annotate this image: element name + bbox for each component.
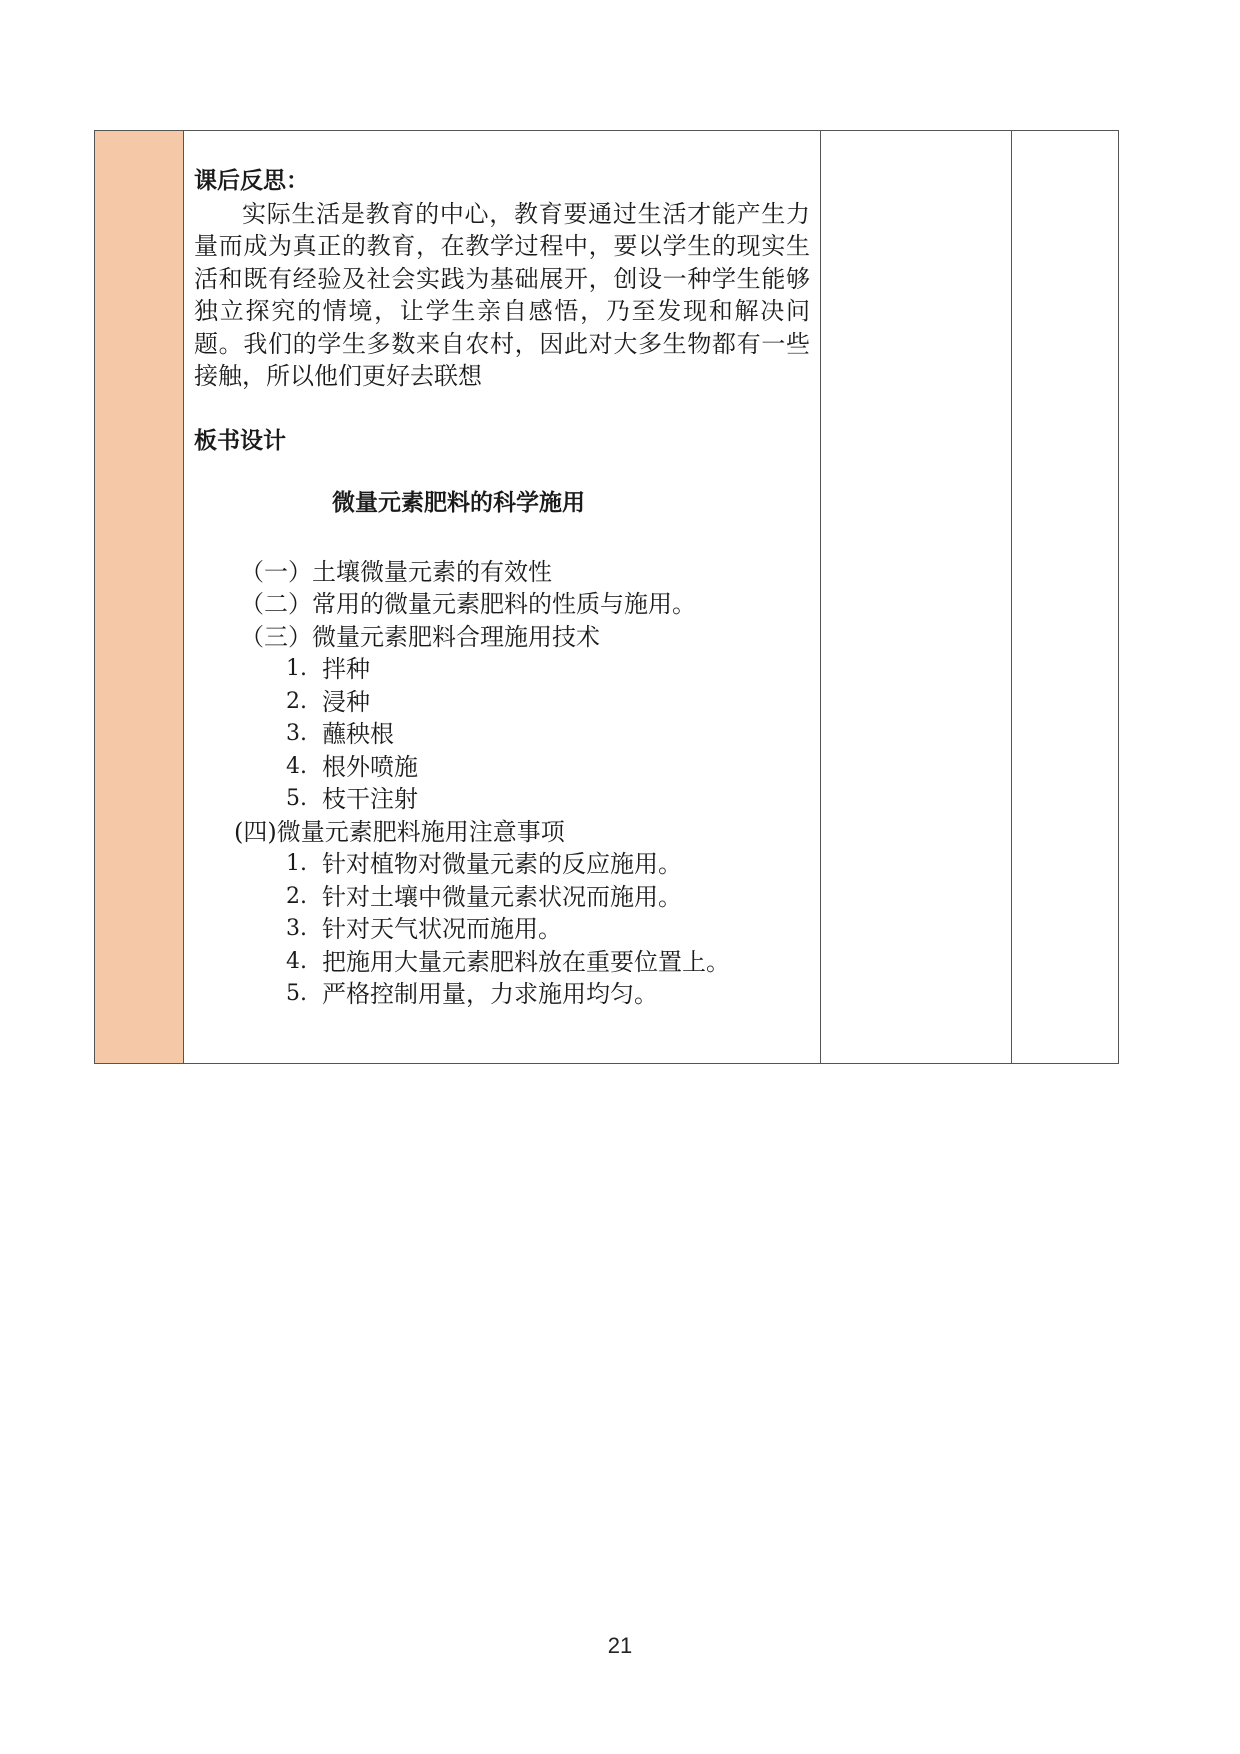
list-item-number: 4. bbox=[286, 753, 307, 779]
empty-column bbox=[821, 131, 1012, 1064]
page-number: 21 bbox=[607, 1633, 633, 1658]
list-item bbox=[194, 881, 810, 914]
reflection-heading: 课后反思： bbox=[194, 168, 309, 194]
board-design-heading: 板书设计 bbox=[194, 427, 286, 454]
list-item-text: 严格控制用量，力求施用均匀。 bbox=[322, 980, 658, 1008]
list-item bbox=[194, 913, 810, 946]
list-item bbox=[194, 653, 810, 686]
board-section-3: （三）微量元素肥料合理施用技术 bbox=[240, 622, 600, 651]
list-item-number: 2. bbox=[286, 883, 307, 909]
board-section-1: （一）土壤微量元素的有效性 bbox=[240, 557, 552, 586]
list-item-number: 3. bbox=[286, 721, 307, 746]
list-item-text: 针对植物对微量元素的反应施用。 bbox=[322, 850, 682, 878]
list-item bbox=[194, 978, 810, 1011]
list-item-text: 把施用大量元素肥料放在重要位置上。 bbox=[322, 947, 730, 976]
list-item bbox=[194, 751, 810, 784]
list-item-text: 拌种 bbox=[322, 655, 370, 683]
list-item-number: 1. bbox=[286, 851, 307, 876]
board-section-4: (四)微量元素肥料施用注意事项 bbox=[234, 817, 565, 846]
table-row bbox=[95, 131, 1119, 1064]
list-item bbox=[194, 946, 810, 979]
board-section-2: （二）常用的微量元素肥料的性质与施用。 bbox=[240, 590, 696, 618]
list-item-text: 针对天气状况而施用。 bbox=[322, 915, 562, 943]
list-item bbox=[194, 783, 810, 816]
list-item-text: 枝干注射 bbox=[322, 785, 418, 813]
content-column bbox=[184, 131, 821, 1064]
list-item bbox=[194, 718, 810, 751]
list-item-text: 针对土壤中微量元素状况而施用。 bbox=[322, 882, 682, 911]
list-item-number: 2. bbox=[286, 688, 307, 714]
list-item-text: 浸种 bbox=[322, 687, 370, 716]
list-item bbox=[194, 686, 810, 719]
list-item-text: 根外喷施 bbox=[322, 752, 418, 781]
board-title: 微量元素肥料的科学施用 bbox=[332, 490, 585, 516]
list-item-number: 1. bbox=[286, 656, 307, 681]
reflection-paragraph: 实际生活是教育的中心，教育要通过生活才能产生力量而成为真正的教育，在教学过程中，要以学生的现实生活和既有经验及社会实践为基础展开，创设一种学生能够独立探究的情境，让学生亲自感悟，乃至发现和解决问题。我们的学生多数来自农村，因此对大多生物都有一些接触，所以他们更好去联想 bbox=[194, 199, 810, 390]
list-item-number: 5. bbox=[286, 786, 307, 811]
list-item-number: 3. bbox=[286, 916, 307, 941]
list-item-number: 5. bbox=[286, 981, 307, 1006]
list-item-number: 4. bbox=[286, 948, 307, 974]
list-item-text: 蘸秧根 bbox=[322, 720, 394, 748]
side-label-column bbox=[95, 131, 184, 1064]
lesson-plan-table bbox=[94, 130, 1119, 1064]
empty-column bbox=[1012, 131, 1119, 1064]
list-item bbox=[194, 848, 810, 881]
